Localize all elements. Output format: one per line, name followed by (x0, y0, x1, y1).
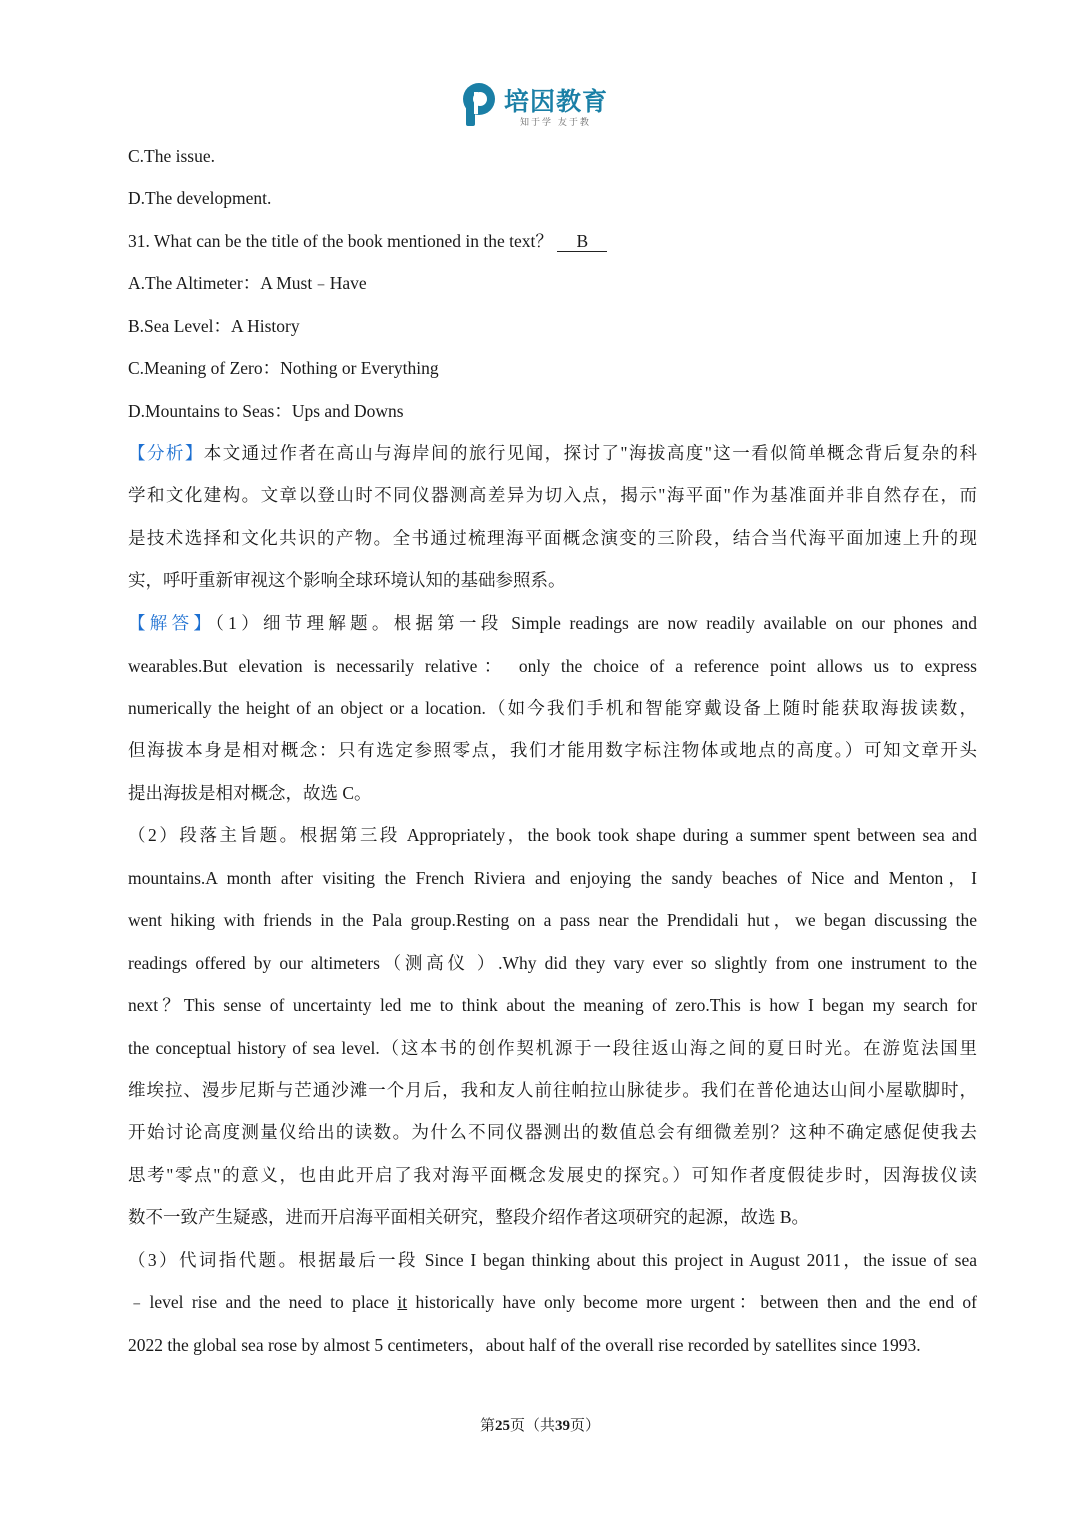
brand-name: 培因教育 (504, 87, 609, 116)
page-footer (0, 1415, 1080, 1437)
analysis-line (128, 441, 977, 465)
solution-line: wearables.But elevation is necessarily relative： only the choice of a reference point allows us to express (128, 656, 977, 676)
footer-prefix: 第 (479, 1418, 495, 1434)
solution-line: 提出海拔是相对概念，故选 C。 (128, 783, 372, 803)
q30-option-d: D.The development. (128, 188, 272, 208)
q31-option-b: B.Sea Level：A History (128, 316, 300, 336)
solution-line: （3）代词指代题。根据最后一段 Since I began thinking about this project in August 2011，the issue of sea (128, 1250, 977, 1270)
brand-mark-icon (462, 82, 496, 128)
solution-text: （1）细节理解题。根据第一段 Simple readings are now readily available on our phones and (215, 613, 977, 633)
q31-stem-line (128, 229, 607, 253)
q31-option-d: D.Mountains to Seas：Ups and Downs (128, 401, 404, 421)
page-number: 25 (494, 1418, 510, 1434)
solution-text: ﹣level rise and the need to place (128, 1292, 398, 1312)
solution-line: 思考"零点"的意义，也由此开启了我对海平面概念发展史的探究。）可知作者度假徒步时，因海拔仪读 (128, 1165, 977, 1185)
solution-tag: 【解答】 (128, 613, 216, 633)
brand-logo (462, 80, 622, 132)
solution-line: readings offered by our altimeters（测高仪 ）.Why did they vary ever so slightly from one instrument to the (128, 953, 977, 973)
solution-line: the conceptual history of sea level.（这本书的创作契机源于一段往返山海之间的夏日时光。在游览法国里 (128, 1038, 977, 1058)
q31-option-a: A.The Altimeter：A Must﹣Have (128, 273, 367, 293)
solution-line: （2）段落主旨题。根据第三段 Appropriately，the book took shape during a summer spent between sea and (128, 825, 977, 845)
analysis-line: 是技术选择和文化共识的产物。全书通过梳理海平面概念演变的三阶段，结合当代海平面加速上升的现 (128, 528, 977, 548)
solution-line: 2022 the global sea rose by almost 5 centimeters，about half of the overall rise recorded by satellites since 1993. (128, 1335, 921, 1355)
solution-text: historically have only become more urgent：between then and the end of (407, 1292, 977, 1312)
footer-mid: 页（共 (509, 1418, 555, 1434)
analysis-text: 本文通过作者在高山与海岸间的旅行见闻，探讨了"海拔高度"这一看似简单概念背后复杂的科 (203, 443, 978, 463)
solution-line: 开始讨论高度测量仪给出的读数。为什么不同仪器测出的数值总会有细微差别？这种不确定感促使我去 (128, 1122, 977, 1142)
solution-line: numerically the height of an object or a location.（如今我们手机和智能穿戴设备上随时能获取海拔读数， (128, 698, 977, 718)
solution-line: 维埃拉、漫步尼斯与芒通沙滩一个月后，我和友人前往帕拉山脉徒步。我们在普伦迪达山间小屋歇脚时， (128, 1080, 977, 1100)
solution-line: next？This sense of uncertainty led me to think about the meaning of zero.This is how I began my search for (128, 995, 977, 1015)
q30-option-c: C.The issue. (128, 146, 216, 166)
analysis-line: 学和文化建构。文章以登山时不同仪器测高差异为切入点，揭示"海平面"作为基准面并非自然存在，而 (128, 485, 977, 505)
solution-line: went hiking with friends in the Pala group.Resting on a pass near the Prendidali hut，we began discussing the (128, 910, 977, 930)
underlined-pronoun: it (397, 1292, 408, 1312)
q31-stem: 31. What can be the title of the book mentioned in the text？ (128, 231, 553, 251)
solution-line (128, 611, 977, 635)
analysis-tag: 【分析】 (128, 443, 204, 463)
analysis-line: 实，呼吁重新审视这个影响全球环境认知的基础参照系。 (128, 570, 566, 590)
q31-option-c: C.Meaning of Zero：Nothing or Everything (128, 358, 439, 378)
brand-slogan: 知于学 友于教 (520, 118, 591, 128)
solution-line (128, 1290, 977, 1314)
q31-answer: B (557, 231, 607, 252)
page-total: 39 (555, 1418, 570, 1434)
solution-line: mountains.A month after visiting the French Riviera and enjoying the sandy beaches of Nice and Menton，I (128, 868, 977, 888)
footer-suffix: 页） (570, 1418, 601, 1434)
solution-line: 数不一致产生疑惑，进而开启海平面相关研究，整段介绍作者这项研究的起源，故选 B。 (128, 1207, 810, 1227)
solution-line: 但海拔本身是相对概念：只有选定参照零点，我们才能用数字标注物体或地点的高度。）可知文章开头 (128, 740, 977, 760)
